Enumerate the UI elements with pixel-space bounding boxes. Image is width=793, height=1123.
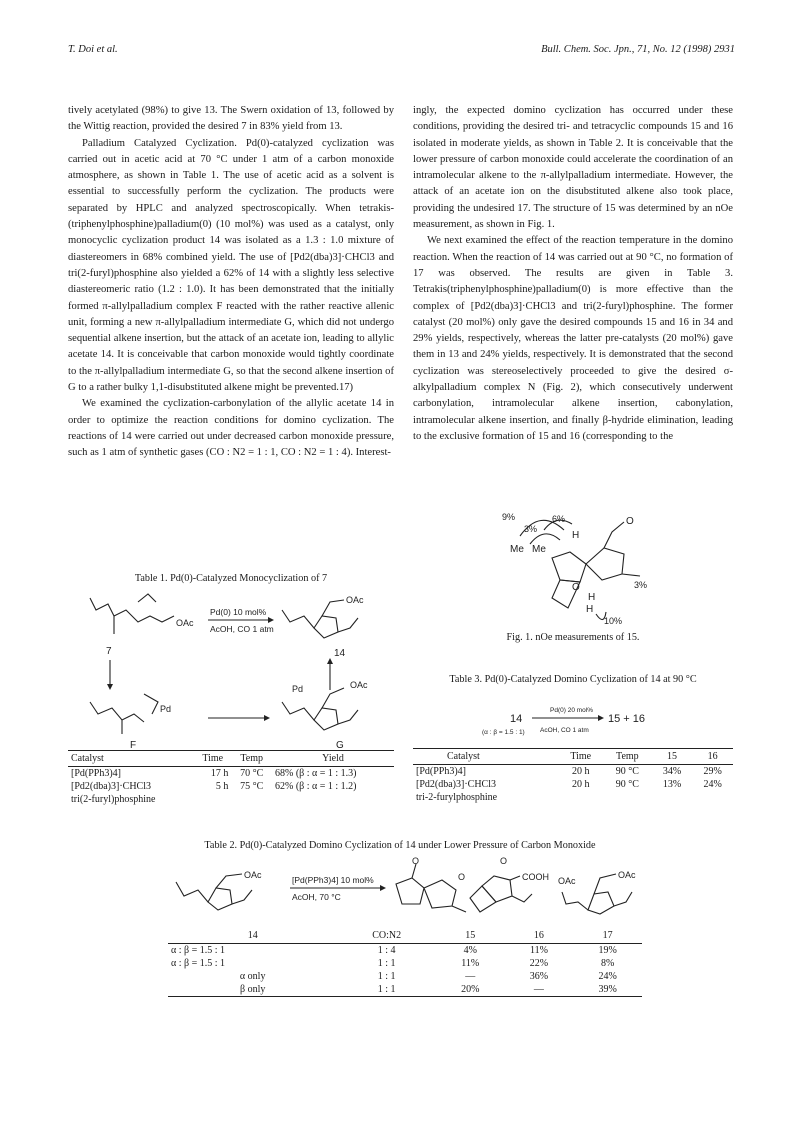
table-cell: 68% (β : α = 1 : 1.3) bbox=[275, 768, 357, 779]
table-row bbox=[68, 767, 394, 781]
table-cell: 13% bbox=[662, 779, 682, 790]
table-cell: 24% bbox=[598, 971, 617, 982]
table-row bbox=[168, 957, 642, 970]
column-header: Time bbox=[558, 749, 603, 765]
column-header: Temp bbox=[231, 751, 272, 767]
table-cell: 17 h bbox=[210, 768, 229, 779]
table-cell: β only bbox=[240, 984, 266, 995]
hydrogen-label: H bbox=[588, 592, 596, 603]
table-cell bbox=[231, 793, 272, 806]
column-header: 16 bbox=[692, 749, 733, 765]
table-cell: 8% bbox=[600, 958, 615, 969]
reagent-top: Pd(0) 20 mol% bbox=[550, 707, 593, 714]
oxygen-label: O bbox=[458, 872, 466, 882]
right-text-column bbox=[413, 103, 733, 445]
table-cell: 39% bbox=[598, 984, 617, 995]
reagent-top: [Pd(PPh3)4] 10 mol% bbox=[292, 875, 374, 885]
table1-caption: Table 1. Pd(0)-Catalyzed Monocyclization of 7 bbox=[134, 573, 328, 584]
pd-label: Pd bbox=[292, 684, 304, 694]
table2-caption: Table 2. Pd(0)-Catalyzed Domino Cyclization of 14 under Lower Pressure of Carbon Monoxide bbox=[204, 840, 596, 851]
column-header: 15 bbox=[436, 928, 505, 944]
table-cell bbox=[652, 791, 693, 804]
table-cell: 11% bbox=[529, 945, 548, 956]
table-cell: 29% bbox=[703, 766, 722, 777]
table-row bbox=[68, 780, 394, 793]
column-header: 15 bbox=[652, 749, 693, 765]
table-cell bbox=[558, 791, 603, 804]
table-row bbox=[168, 970, 642, 983]
nOe-3-percent: 3% bbox=[634, 580, 648, 590]
paragraph: ingly, the expected domino cyclization has occurred under these conditions, providing the desired tri- and tetracyclic compounds 15 and 16 isolated in moderate yields, as shown in Table 2. It is conceivable that the lower pressure of carbon monoxide could accelerate the coordination of an intramolecular alkene to the π-allylpalladium intermediate. However, the attack of an acetate ion on the disubstituted alkene also took place, providing the undesired 17. The structure of 15 was determined by an nOe measurement, as shown in Fig. 1. bbox=[413, 105, 733, 231]
reactant-ratio: (α : β = 1.5 : 1) bbox=[482, 729, 525, 736]
table3-caption: Table 3. Pd(0)-Catalyzed Domino Cyclization of 14 at 90 °C bbox=[449, 674, 697, 685]
table-cell: 20 h bbox=[571, 766, 590, 777]
column-header: Catalyst bbox=[68, 751, 194, 767]
product-label: 15 + 16 bbox=[608, 713, 646, 725]
reagent-bottom: AcOH, 70 °C bbox=[292, 892, 341, 902]
nOe-3-percent: 3% bbox=[524, 524, 538, 534]
hydrogen-label: H bbox=[586, 604, 594, 615]
table-cell: α : β = 1.5 : 1 bbox=[171, 945, 226, 956]
oac-label: OAc bbox=[176, 618, 194, 628]
table1 bbox=[68, 750, 394, 806]
compound-14-label: 14 bbox=[334, 648, 346, 659]
table-cell: 1 : 1 bbox=[377, 958, 396, 969]
running-header-authors: T. Doi et al. bbox=[68, 44, 118, 55]
table-row bbox=[413, 778, 733, 791]
paragraph: tively acetylated (98%) to give 13. The Swern oxidation of 13, followed by the Wittig reaction, provided the desired 7 in 83% yield from 13. bbox=[68, 105, 394, 133]
table-cell bbox=[194, 793, 231, 806]
oac-label: OAc bbox=[618, 870, 636, 880]
oac-label: OAc bbox=[346, 595, 364, 605]
methyl-label: Me bbox=[532, 544, 546, 555]
table-row bbox=[168, 944, 642, 958]
table-cell: 22% bbox=[529, 958, 549, 969]
reagent-bottom: AcOH, CO 1 atm bbox=[210, 624, 274, 634]
table-cell: 20% bbox=[461, 984, 480, 995]
oac-label: OAc bbox=[244, 870, 262, 880]
table-cell: 1 : 4 bbox=[377, 945, 396, 956]
left-text-column bbox=[68, 103, 394, 462]
nOe-10-percent: 10% bbox=[604, 616, 623, 626]
table2 bbox=[168, 928, 642, 997]
reagent-bottom: AcOH, CO 1 atm bbox=[540, 727, 589, 734]
table-cell: 1 : 1 bbox=[377, 984, 396, 995]
nOe-9-percent: 9% bbox=[502, 512, 516, 522]
figure1-nOe-structure bbox=[500, 508, 680, 626]
table-cell: — bbox=[465, 971, 476, 982]
hydrogen-label: H bbox=[572, 530, 580, 541]
column-header: CO:N2 bbox=[337, 928, 436, 944]
oxygen-label: O bbox=[412, 856, 420, 866]
table-cell: 11% bbox=[461, 958, 480, 969]
ring-oxygen-label: O bbox=[572, 582, 580, 593]
paragraph: Palladium Catalyzed Cyclization. Pd(0)-catalyzed cyclization was carried out in acetic acid at 70 °C under 1 atm of a carbon monoxide atmosphere, as shown in Table 1. The use of acetic acid as a solvent is essential to successfully perform the cyclization. The products were separated by HPLC and analyzed spectroscopically. When tetrakis-(triphenylphosphine)palladium(0) (10 mol%) was used as a catalyst, only monocyclic cyclization product 14 was isolated as a 1.3 : 1.0 mixture of diastereomers in 68% combined yield. The use of [Pd2(dba)3]·CHCl3 and tri(2-furyl)phosphine also yielded a 62% of 14 with a slightly less selective diastereomeric ratio (1.2 : 1.0). It has been demonstrated that the initially formed π-allylpalladium complex F reacted with the rather reactive allenic unit, forming a new π-allylpalladium intermediate G, which did not undergo sequential alkene insertion, but the attack of an acetate ion, leading to allylic acetate 14. It is conceivable that carbon monoxide would tightly coordinate to the π-allylpalladium intermediate G, so that the second alkene insertion of G to a rather bulky 1,1-disubstituted alkene might be prevented.17) bbox=[68, 137, 394, 394]
table-cell: α only bbox=[239, 971, 266, 982]
table-cell: 4% bbox=[463, 945, 477, 956]
table-cell bbox=[692, 791, 733, 804]
table-cell: 36% bbox=[529, 971, 549, 982]
table-cell: [Pd(PPh3)4] bbox=[416, 766, 467, 777]
table-cell: tri-2-furylphosphine bbox=[416, 792, 498, 803]
column-header: Catalyst bbox=[413, 749, 558, 765]
column-header: Temp bbox=[603, 749, 652, 765]
table-cell: 70 °C bbox=[240, 768, 264, 779]
reagent-top: Pd(0) 10 mol% bbox=[210, 607, 267, 617]
table-cell: 34% bbox=[662, 766, 682, 777]
table-cell: [Pd2(dba)3]·CHCl3 bbox=[71, 781, 151, 792]
intermediate-F-label: F bbox=[130, 740, 137, 751]
carbonyl-oxygen-label: O bbox=[626, 516, 634, 527]
pd-label: Pd bbox=[160, 704, 172, 714]
figure1-caption: Fig. 1. nOe measurements of 15. bbox=[506, 632, 640, 643]
methyl-label: Me bbox=[510, 544, 524, 555]
table-cell bbox=[603, 791, 652, 804]
table-cell: 62% (β : α = 1 : 1.2) bbox=[275, 781, 357, 792]
oac-label: OAc bbox=[558, 876, 576, 886]
compound-7-label: 7 bbox=[106, 646, 112, 657]
column-header: 17 bbox=[573, 928, 642, 944]
table3-reaction-scheme bbox=[480, 700, 660, 740]
table3 bbox=[413, 748, 733, 804]
nOe-6-percent: 6% bbox=[552, 514, 566, 524]
table-cell: 24% bbox=[703, 779, 722, 790]
table-cell: α : β = 1.5 : 1 bbox=[171, 958, 226, 969]
cooh-label: COOH bbox=[522, 872, 549, 882]
table-row bbox=[168, 983, 642, 997]
reactant-label: 14 bbox=[510, 713, 523, 725]
column-header: 14 bbox=[168, 928, 337, 944]
table-cell: 75 °C bbox=[240, 781, 264, 792]
table-cell: 90 °C bbox=[615, 766, 639, 777]
intermediate-G-label: G bbox=[336, 740, 344, 751]
running-header-journal: Bull. Chem. Soc. Jpn., 71, No. 12 (1998) 2931 bbox=[541, 44, 735, 55]
table-cell: tri(2-furyl)phosphine bbox=[71, 794, 156, 805]
oac-label: OAc bbox=[350, 680, 368, 690]
table2-reaction-scheme bbox=[170, 858, 650, 924]
table-row bbox=[68, 793, 394, 806]
table-cell: [Pd2(dba)3]·CHCl3 bbox=[416, 779, 496, 790]
paragraph: We examined the cyclization-carbonylation of the allylic acetate 14 in order to optimize the reaction conditions for domino cyclization. The reactions of 14 were carried out under decreased carbon monoxide pressure, such as 1 atm of synthetic gases (CO : N2 = 1 : 1, CO : N2 = 1 : 4). Interest- bbox=[68, 398, 394, 459]
column-header: Time bbox=[194, 751, 231, 767]
paragraph: We next examined the effect of the reaction temperature in the domino reaction. When the reaction of 14 was carried out at 90 °C, no formation of 17 was observed. The results are given in Table 3. Tetrakis(triphenylphosphine)palladium(0) is more effective than the complex of [Pd2(dba)3]·CHCl3 and tri(2-furyl)phosphine. The former catalyst (20 mol%) only gave the desired compounds 15 and 16 in 34 and 29% yields, respectively, whereas the latter pre-catalysts (20 mol%) gave them in 13 and 24% yields, respectively. It is demonstrated that the second cyclization was stereoselectively proceeded to give the desired σ-alkylpalladium complex N (Fig. 2), which consecutively underwent carbonylation, intramolecular alkene insertion, cabonylation, intramolecular alkene insertion, and finally β-hydride elimination, leading to the exclusive formation of 15 and 16 (corresponding to the bbox=[413, 235, 733, 442]
table-cell: 1 : 1 bbox=[377, 971, 396, 982]
table-cell: [Pd(PPh3)4] bbox=[71, 768, 122, 779]
table-row bbox=[413, 765, 733, 779]
column-header: 16 bbox=[505, 928, 574, 944]
table-cell bbox=[272, 793, 394, 806]
table-cell: — bbox=[533, 984, 544, 995]
table-row bbox=[413, 791, 733, 804]
oxygen-label: O bbox=[500, 856, 508, 866]
table1-reaction-scheme bbox=[68, 590, 394, 750]
table-cell: 5 h bbox=[215, 781, 229, 792]
table-cell: 19% bbox=[598, 945, 617, 956]
column-header: Yield bbox=[272, 751, 394, 767]
table-cell: 20 h bbox=[571, 779, 590, 790]
table-cell: 90 °C bbox=[615, 779, 639, 790]
